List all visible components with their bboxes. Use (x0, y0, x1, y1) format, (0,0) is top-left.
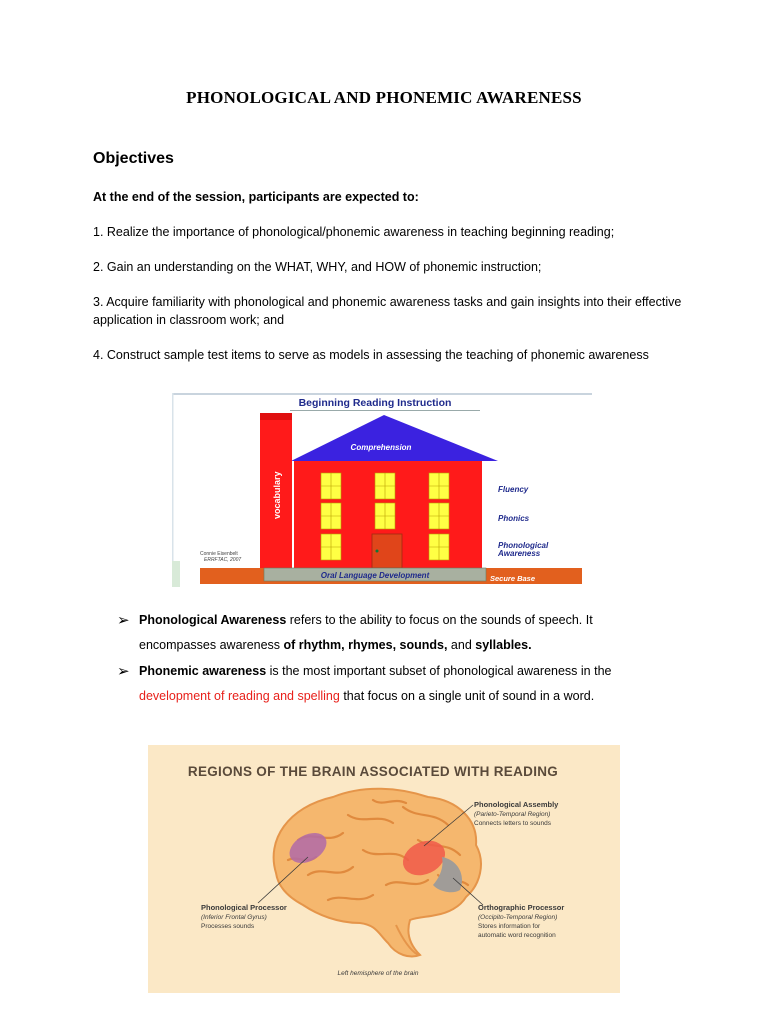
bullet-2-text-2: that focus on a single unit of sound in a word. (339, 689, 595, 703)
objective-item-2: 2. Gain an understanding on the WHAT, WHY, and HOW of phonemic instruction; (93, 260, 542, 274)
bullet-phonological-awareness (117, 608, 657, 658)
processor-region: (Inferior Frontal Gyrus) (201, 914, 267, 921)
arrow-bullet-icon: ➢ (117, 663, 130, 680)
brain-figure-title: REGIONS OF THE BRAIN ASSOCIATED WITH READING (187, 764, 559, 779)
processor-desc: Processes sounds (201, 923, 255, 930)
credit-line-2: ERRFTAC, 2007 (204, 557, 242, 563)
processor-name: Phonological Processor (201, 903, 287, 912)
objective-item-3: 3. Acquire familiarity with phonological and phonemic awareness tasks and gain insights into their effective application in classroom work; and (93, 295, 682, 327)
document-title: PHONOLOGICAL AND PHONEMIC AWARENESS (186, 88, 582, 107)
ortho-region: (Occipito-Temporal Region) (478, 914, 558, 921)
bullet-2-highlight: development of reading and spelling (139, 689, 340, 703)
bullet-1-text-1: refers to the ability to focus on the sounds of speech. It (286, 613, 593, 627)
credit-line-1: Connie Eisenbelt (200, 551, 238, 557)
beginning-reading-house-figure (172, 393, 592, 587)
bullet-1-text-2: encompasses awareness (139, 638, 284, 652)
fluency-label: Fluency (498, 485, 529, 494)
bullet-phonemic-awareness (117, 659, 657, 709)
ortho-desc-2: automatic word recognition (478, 932, 556, 939)
house-figure-title: Beginning Reading Instruction (298, 397, 452, 409)
phonological-awareness-label-line2: Awareness (498, 549, 541, 558)
bullet-1-bold-2: of rhythm, rhymes, sounds, (283, 638, 448, 652)
foundation-label: Oral Language Development (320, 571, 430, 580)
secure-base-label: Secure Base (490, 574, 536, 583)
assembly-desc: Connects letters to sounds (474, 820, 551, 827)
ortho-name: Orthographic Processor (478, 903, 565, 912)
bullet-2-term: Phonemic awareness (139, 664, 267, 678)
chimney-label: vocabulary (272, 471, 282, 519)
objective-item-1: 1. Realize the importance of phonological/phonemic awareness in teaching beginning reading; (93, 225, 615, 239)
arrow-bullet-icon: ➢ (117, 612, 130, 629)
phonological-awareness-label-line1: Phonological (498, 541, 549, 550)
bullet-1-bold-3: syllables. (475, 638, 532, 652)
brain-regions-figure (148, 745, 620, 993)
ortho-desc-1: Stores information for (478, 923, 541, 930)
assembly-region: (Parieto-Temporal Region) (474, 811, 551, 818)
phonics-label: Phonics (498, 514, 530, 523)
bullet-1-term: Phonological Awareness (139, 613, 287, 627)
objectives-intro: At the end of the session, participants are expected to: (93, 190, 419, 204)
brain-caption: Left hemisphere of the brain (337, 970, 419, 977)
objectives-heading: Objectives (93, 150, 174, 167)
assembly-name: Phonological Assembly (474, 800, 559, 809)
bullet-1-and: and (447, 638, 476, 652)
objective-item-4: 4. Construct sample test items to serve as models in assessing the teaching of phonemic awareness (93, 348, 649, 362)
bullet-2-text-1: is the most important subset of phonological awareness in the (266, 664, 612, 678)
roof-label: Comprehension (350, 443, 412, 452)
